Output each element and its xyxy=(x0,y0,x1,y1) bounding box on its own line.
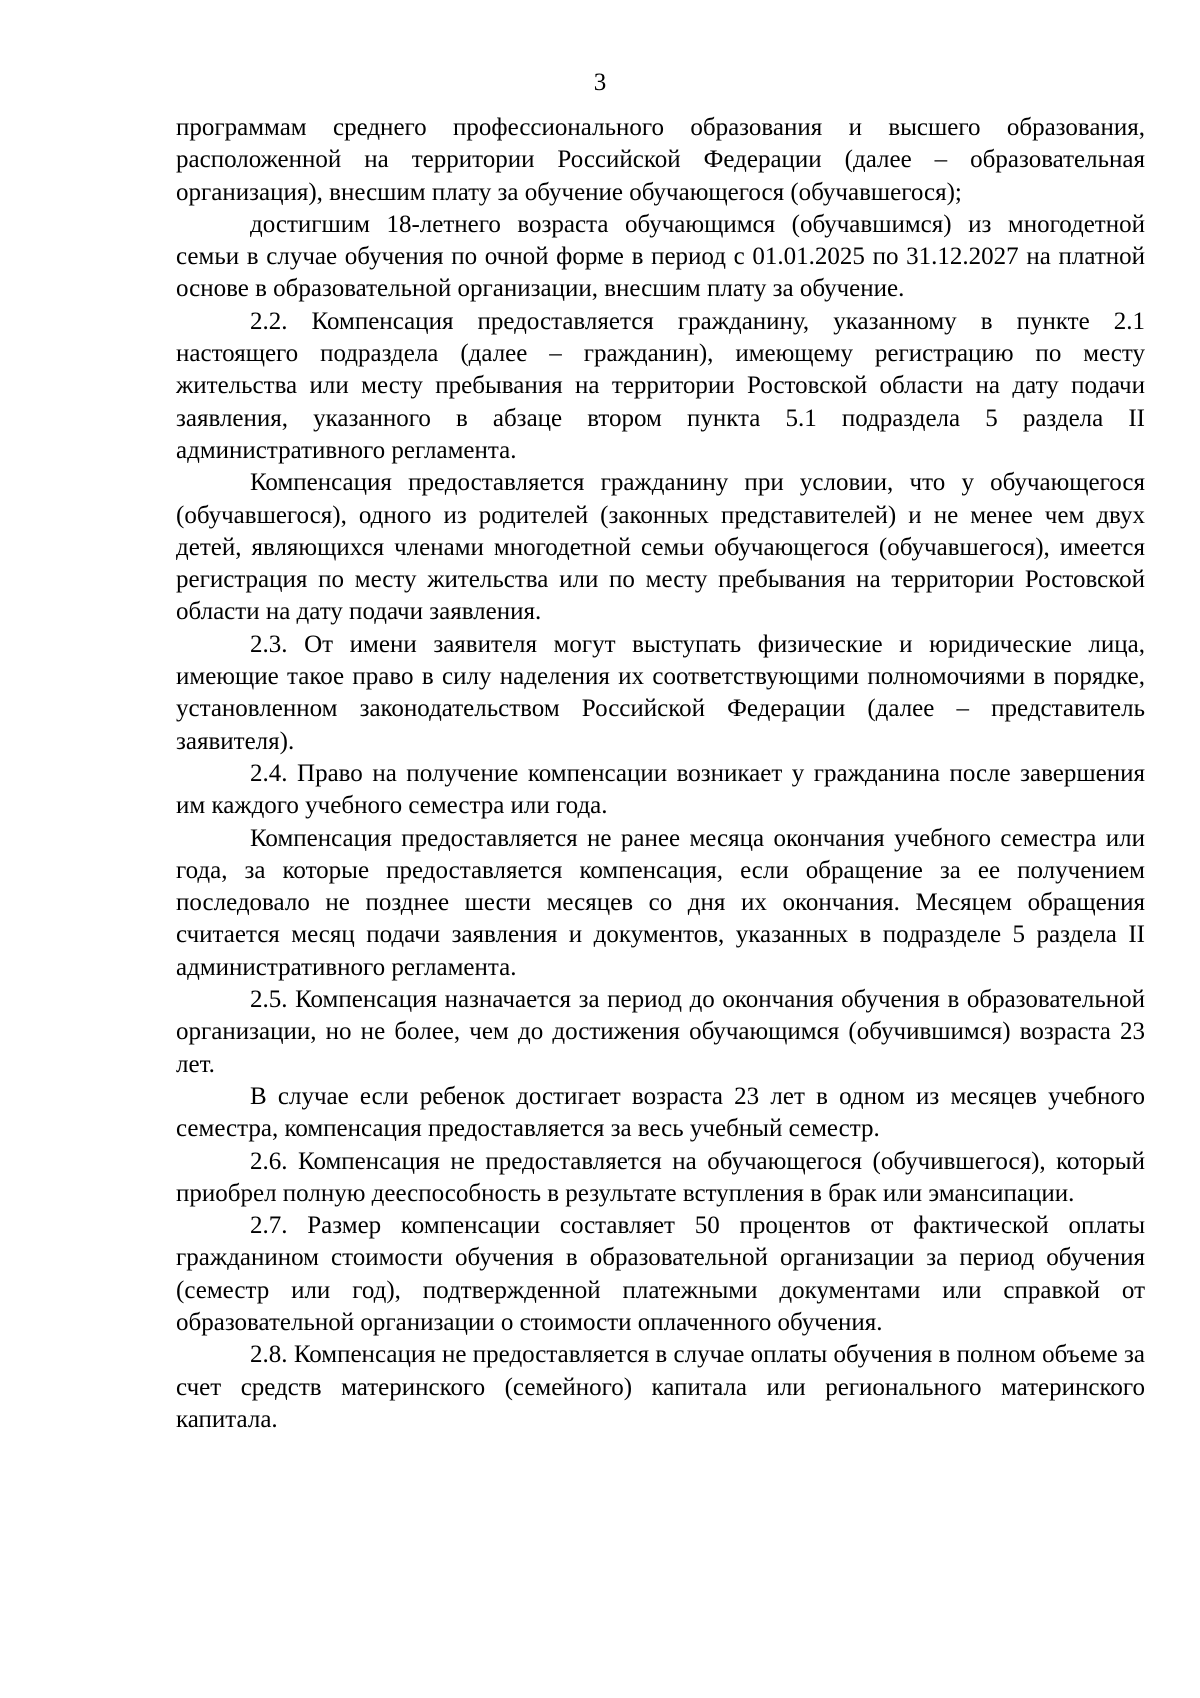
paragraph-2-7: 2.7. Размер компенсации составляет 50 процентов от фактической оплаты гражданином стоимости обучения в образовательной организации за период обучения (семестр или год), подтвержденной платежными документами или справкой от образовательной организации о стоимости оплаченного обучения. xyxy=(176,1212,1145,1336)
paragraph-2-4: 2.4. Право на получение компенсации возникает у гражданина после завершения им каждого учебного семестра или года. xyxy=(176,759,1145,820)
paragraph-2-6: 2.6. Компенсация не предоставляется на обучающегося (обучившегося), который приобрел полную дееспособность в результате вступления в брак или эмансипации. xyxy=(176,1147,1145,1207)
paragraph-continuation: программам среднего профессионального образования и высшего образования, расположенной на территории Российской Федерации (далее – образовательная организация), внесшим плату за обучение обучающегося (обучавшегося); xyxy=(176,114,1145,206)
paragraph-multichild-student: достигшим 18-летнего возраста обучающимся (обучавшимся) из многодетной семьи в случае обучения по очной форме в период с 01.01.2025 по 31.12.2027 на платной основе в образовательной организации, внесшим плату за обучение. xyxy=(176,210,1145,303)
paragraph-2-8: 2.8. Компенсация не предоставляется в случае оплаты обучения в полном объеме за счет средств материнского (семейного) капитала или регионального материнского капитала. xyxy=(176,1341,1145,1433)
page-number: 3 xyxy=(593,69,607,96)
paragraph-2-5-age: В случае если ребенок достигает возраста 23 лет в одном из месяцев учебного семестра, компенсация предоставляется за весь учебный семестр. xyxy=(176,1082,1145,1143)
paragraph-2-4-timing: Компенсация предоставляется не ранее месяца окончания учебного семестра или года, за которые предоставляется компенсация, если обращение за ее получением последовало не позднее шести месяцев со дня их окончания. Месяцем обращения считается месяц подачи заявления и документов, указанных в подразделе 5 раздела II административного регламента. xyxy=(176,824,1145,981)
paragraph-2-5: 2.5. Компенсация назначается за период до окончания обучения в образовательной организации, но не более, чем до достижения обучающимся (обучившимся) возраста 23 лет. xyxy=(176,986,1145,1078)
paragraph-2-2-condition: Компенсация предоставляется гражданину при условии, что у обучающегося (обучавшегося), одного из родителей (законных представителей) и не менее чем двух детей, являющихся членами многодетной семьи обучающегося (обучавшегося), имеется регистрация по месту жительства или по месту пребывания на территории Ростовской области на дату подачи заявления. xyxy=(176,469,1145,626)
paragraph-2-2: 2.2. Компенсация предоставляется гражданину, указанному в пункте 2.1 настоящего подраздела (далее – гражданин), имеющему регистрацию по месту жительства или месту пребывания на территории Ростовской области на дату подачи заявления, указанного в абзаце втором пункта 5.1 подраздела 5 раздела II административного регламента. xyxy=(176,307,1145,464)
document-body xyxy=(176,112,1145,1436)
paragraph-2-3: 2.3. От имени заявителя могут выступать физические и юридические лица, имеющие такое право в силу наделения их соответствующими полномочиями в порядке, установленном законодательством Российской Федерации (далее – представитель заявителя). xyxy=(176,630,1145,755)
